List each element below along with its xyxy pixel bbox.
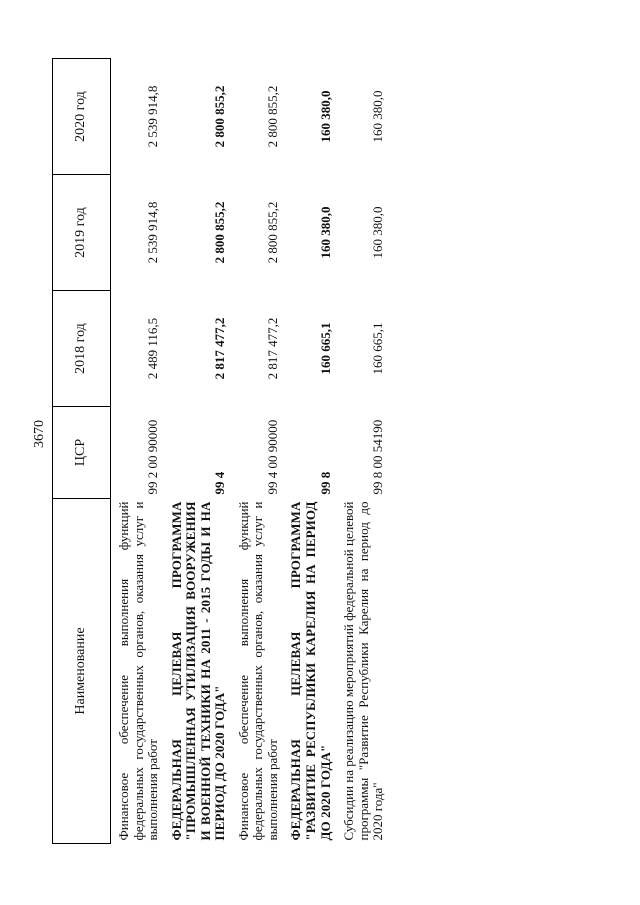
row-value-2018: 160 665,1 xyxy=(317,322,333,375)
page-number: 3670 xyxy=(32,420,47,448)
table-row xyxy=(336,59,389,844)
row-value-2020: 2 800 855,2 xyxy=(264,85,280,148)
row-code: 99 4 00 90000 xyxy=(264,419,280,495)
row-name: Субсидии на реализацию мероприятий федеральной целевой программы "Развитие Республики Карелия на период до 2020 года" xyxy=(341,501,386,841)
rotated-table-container xyxy=(52,59,562,844)
row-value-2019: 2 800 855,2 xyxy=(264,201,280,264)
row-code: 99 4 xyxy=(212,471,228,495)
row-value-2019: 2 800 855,2 xyxy=(212,201,228,264)
row-value-2019: 160 380,0 xyxy=(317,206,333,259)
table-row xyxy=(231,59,284,844)
row-name: ФЕДЕРАЛЬНАЯ ЦЕЛЕВАЯ ПРОГРАММА "ПРОМЫШЛЕННАЯ УТИЛИЗАЦИЯ ВООРУЖЕНИЯ И ВОЕННОЙ ТЕХНИКИ НА 2011 - 2015 ГОДЫ И НА ПЕРИОД ДО 2020 ГОДА" xyxy=(168,501,228,841)
table-row xyxy=(164,59,231,844)
header-2020: 2020 год xyxy=(53,59,111,175)
row-value-2018: 2 817 477,2 xyxy=(264,317,280,380)
row-value-2018: 160 665,1 xyxy=(370,322,386,375)
row-value-2019: 160 380,0 xyxy=(370,206,386,259)
row-code: 99 8 00 54190 xyxy=(370,419,386,495)
budget-table xyxy=(52,58,389,844)
row-code: 99 2 00 90000 xyxy=(145,419,161,495)
row-name: ФЕДЕРАЛЬНАЯ ЦЕЛЕВАЯ ПРОГРАММА "РАЗВИТИЕ РЕСПУБЛИКИ КАРЕЛИЯ НА ПЕРИОД ДО 2020 ГОДА" xyxy=(288,501,333,841)
row-value-2020: 160 380,0 xyxy=(317,90,333,143)
row-value-2019: 2 539 914,8 xyxy=(145,201,161,264)
table-row xyxy=(111,59,164,844)
header-2018: 2018 год xyxy=(53,291,111,407)
row-name: Финансовое обеспечение выполнения функций федеральных государственных органов, оказания услуг и выполнения работ xyxy=(116,501,161,841)
row-code: 99 8 xyxy=(317,471,333,495)
row-name: Финансовое обеспечение выполнения функций федеральных государственных органов, оказания услуг и выполнения работ xyxy=(235,501,280,841)
row-value-2020: 160 380,0 xyxy=(370,90,386,143)
header-2019: 2019 год xyxy=(53,175,111,291)
row-value-2020: 2 539 914,8 xyxy=(145,85,161,148)
table-header-row xyxy=(53,59,111,844)
header-code: ЦСР xyxy=(53,407,111,499)
row-value-2020: 2 800 855,2 xyxy=(212,85,228,148)
row-value-2018: 2 489 116,5 xyxy=(145,317,161,380)
header-name: Наименование xyxy=(53,499,111,844)
row-value-2018: 2 817 477,2 xyxy=(212,317,228,380)
table-row xyxy=(283,59,336,844)
